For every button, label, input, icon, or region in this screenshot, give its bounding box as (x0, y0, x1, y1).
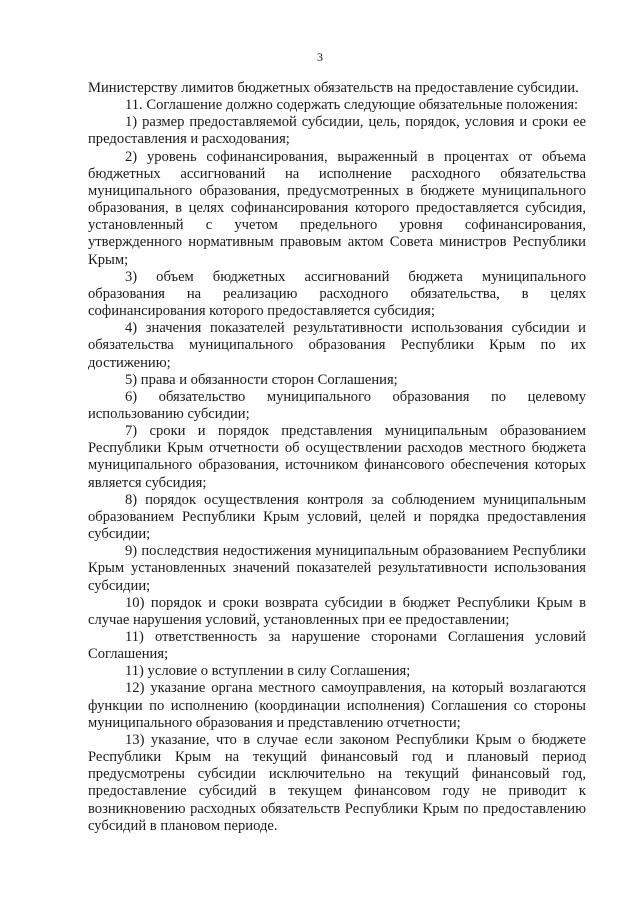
paragraph: 3) объем бюджетных ассигнований бюджета муниципального образования на реализацию расходного обязательства, в целях софинансирования которого предоставляется субсидия; (88, 268, 586, 320)
page-number: 3 (317, 50, 323, 64)
paragraph: 2) уровень софинансирования, выраженный в процентах от объема бюджетных ассигнований на исполнение расходного обязательства муниципального образования, предусмотренных в бюджете муниципального образования, в целях софинансирования которого предоставляется субсидия, установленный с учетом предельного уровня софинансирования, утвержденного нормативным правовым актом Совета министров Республики Крым; (88, 148, 586, 268)
paragraph: 8) порядок осуществления контроля за соблюдением муниципальным образованием Республики Крым условий, целей и порядка предоставления субсидии; (88, 491, 586, 543)
paragraph: Министерству лимитов бюджетных обязательств на предоставление субсидии. (88, 80, 579, 96)
paragraph: 13) указание, что в случае если законом Республики Крым о бюджете Республики Крым на текущий финансовый год и плановый период предусмотрены субсидии исключительно на текущий финансовый год, предоставление субсидий в текущем финансовом году не приводит к возникновению расходных обязательств Республики Крым по предоставлению субсидий в плановом периоде. (88, 731, 586, 834)
paragraph: 11) ответственность за нарушение сторонами Соглашения условий Соглашения; (88, 629, 586, 663)
paragraph: 12) указание органа местного самоуправления, на который возлагаются функции по исполнению (координации исполнения) Соглашения со стороны муниципального образования и представлению отчетности; (88, 680, 586, 731)
paragraph: 1) размер предоставляемой субсидии, цель, порядок, условия и сроки ее предоставления и расходования; (88, 114, 586, 148)
document-body (88, 80, 586, 835)
paragraph: 11. Соглашение должно содержать следующие обязательные положения: (125, 97, 579, 114)
paragraph: 9) последствия недостижения муниципальным образованием Республики Крым установленных значений показателей результативности использования субсидии; (88, 543, 586, 594)
paragraph: 11) условие о вступлении в силу Соглашения; (125, 663, 411, 680)
paragraph: 5) права и обязанности сторон Соглашения; (125, 371, 398, 388)
paragraph: 7) сроки и порядок представления муниципальным образованием Республики Крым отчетности об осуществлении расходов местного бюджета муниципального образования, источником финансового обеспечения которых является субсидия; (88, 423, 586, 491)
paragraph: 6) обязательство муниципального образования по целевому использованию субсидии; (88, 388, 586, 422)
paragraph: 4) значения показателей результативности использования субсидии и обязательства муниципального образования Республики Крым по их достижению; (88, 320, 586, 371)
paragraph: 10) порядок и сроки возврата субсидии в бюджет Республики Крым в случае нарушения условий, установленных при ее предоставлении; (88, 594, 586, 628)
